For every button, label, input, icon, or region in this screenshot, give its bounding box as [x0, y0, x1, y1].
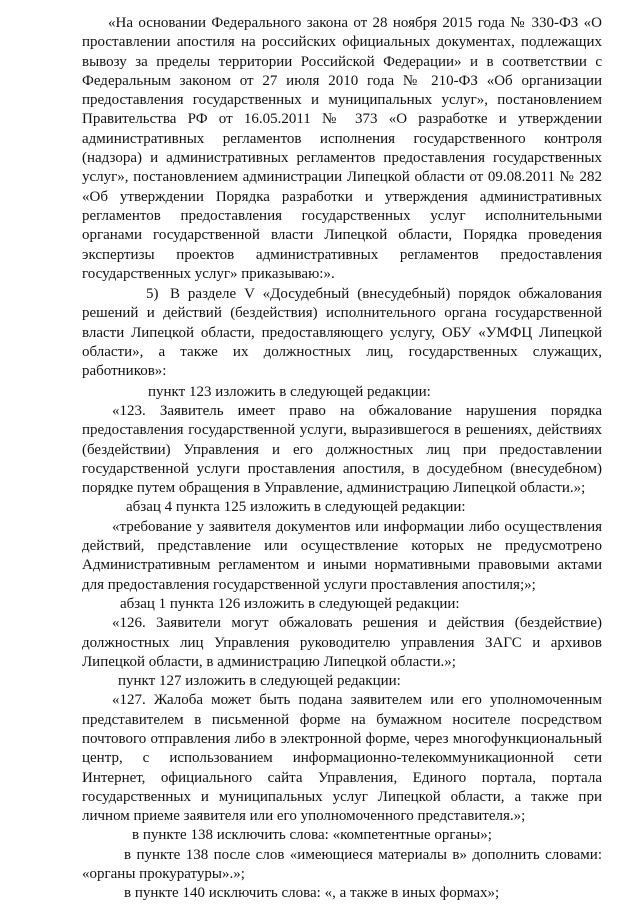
instruction-line: в пункте 138 исключить слова: «компетентные органы»;	[132, 827, 492, 844]
paragraph-127	[82, 691, 602, 826]
paragraph-138-addition	[82, 846, 602, 885]
text-line: «На основании Федерального закона от 28 ноября 2015 года № 330-ФЗ «О	[108, 15, 602, 31]
text-line: предоставления государственной услуги, выразившегося в решениях, действиях	[82, 422, 602, 439]
text-line: проставлении апостиля на российских официальных документах, подлежащих	[82, 34, 602, 51]
text-line: «127. Жалоба может быть подана заявителем или его уполномоченным	[112, 692, 602, 709]
text-line: решений и действий (бездействия) исполнительного органа государственной	[82, 305, 602, 322]
text-line: действий, представление или осуществление которых не предусмотрено	[82, 538, 602, 555]
text-line: личном приеме заявителя или его уполномоченного представителя.»;	[82, 808, 526, 825]
text-segment: В разделе V «Досудебный (внесудебный) порядок обжалования	[170, 286, 602, 303]
text-line: должностных лиц Управления руководителю управления ЗАГС и архивов	[82, 634, 602, 651]
paragraph-126	[82, 614, 602, 672]
paragraph-item-5	[82, 285, 602, 381]
text-line: регламентов предоставления государственных услуг исполнительными	[82, 207, 602, 224]
paragraph-125-text	[82, 518, 602, 595]
text-line: «126. Заявители могут обжаловать решения и действия (бездействие)	[112, 615, 602, 632]
text-line: порядке путем обращения в Управление, администрацию Липецкой области.»;	[82, 480, 586, 497]
text-line: экспертизы проектов административных регламентов предоставления	[82, 246, 602, 263]
text-line: Правительства РФ от 16.05.2011 № 373 «О разработке и утверждении	[82, 111, 602, 128]
instruction-line: пункт 123 изложить в следующей редакции:	[148, 383, 431, 400]
text-line: государственных и муниципальных услуг Липецкой области, а также при	[82, 788, 602, 805]
instruction-line: пункт 127 изложить в следующей редакции:	[118, 673, 401, 690]
text-line: работников»:	[82, 363, 167, 380]
text-line: государственной услуги проставления апостиля, в досудебном (внесудебном)	[82, 460, 602, 477]
text-line: Административным регламентом и иными нормативными правовыми актами	[82, 557, 602, 574]
text-line: «123. Заявитель имеет право на обжалование нарушения порядка	[112, 402, 602, 419]
instruction-line: абзац 4 пункта 125 изложить в следующей редакции:	[126, 499, 466, 516]
paragraph-legal-basis	[82, 14, 602, 284]
text-line: «органы прокуратуры».»;	[82, 866, 245, 883]
text-line: административных регламентов исполнения государственного контроля	[82, 130, 602, 147]
text-line: Федеральным законом от 27 июля 2010 года № 210-ФЗ «Об организации	[82, 72, 602, 89]
instruction-line: абзац 1 пункта 126 изложить в следующей редакции:	[120, 595, 460, 612]
text-line: в пункте 138 после слов «имеющиеся материалы в» дополнить словами:	[124, 846, 602, 863]
text-line: органами государственной власти Липецкой области, Порядка проведения	[82, 227, 602, 244]
text-line: центр, с использованием информационно-телекоммуникационной сети	[82, 750, 602, 767]
text-line: услуг», постановлением администрации Липецкой области от 09.08.2011 № 282	[82, 169, 602, 186]
text-line: предоставления государственных и муниципальных услуг», постановлением	[82, 92, 602, 109]
text-line: для предоставления государственной услуги проставления апостиля;»;	[82, 576, 536, 593]
text-line: Липецкой области, в администрацию Липецкой области.»;	[82, 653, 456, 670]
item-number: 5)	[146, 286, 159, 303]
text-line: (бездействии) Управления и его должностных лиц при предоставлении	[82, 441, 602, 458]
text-line: Интернет, официального сайта Управления, Единого портала, портала	[82, 769, 602, 786]
paragraph-123	[82, 402, 602, 498]
text-line: власти Липецкой области, предоставляющего услугу, ОБУ «УМФЦ Липецкой	[82, 324, 602, 341]
text-line: государственных услуг» приказываю:».	[82, 265, 335, 282]
text-line: вывозу за пределы территории Российской Федерации» и в соответствии с	[82, 53, 602, 70]
text-line: «требование у заявителя документов или информации либо осуществления	[112, 518, 602, 535]
text-line: области», а также их должностных лиц, государственных служащих,	[82, 344, 602, 361]
text-line: (надзора) и административных регламентов предоставления государственных	[82, 150, 602, 167]
text-line: представителем в письменной форме на бумажном носителе посредством	[82, 711, 602, 728]
text-line: почтового отправления либо в электронной форме, через многофункциональный	[82, 730, 602, 747]
document-body	[82, 14, 602, 904]
instruction-line: в пункте 140 исключить слова: «, а также в иных формах»;	[124, 885, 500, 902]
text-line: «Об утверждении Порядка разработки и утверждения административных	[82, 188, 602, 205]
text-line	[82, 285, 602, 304]
